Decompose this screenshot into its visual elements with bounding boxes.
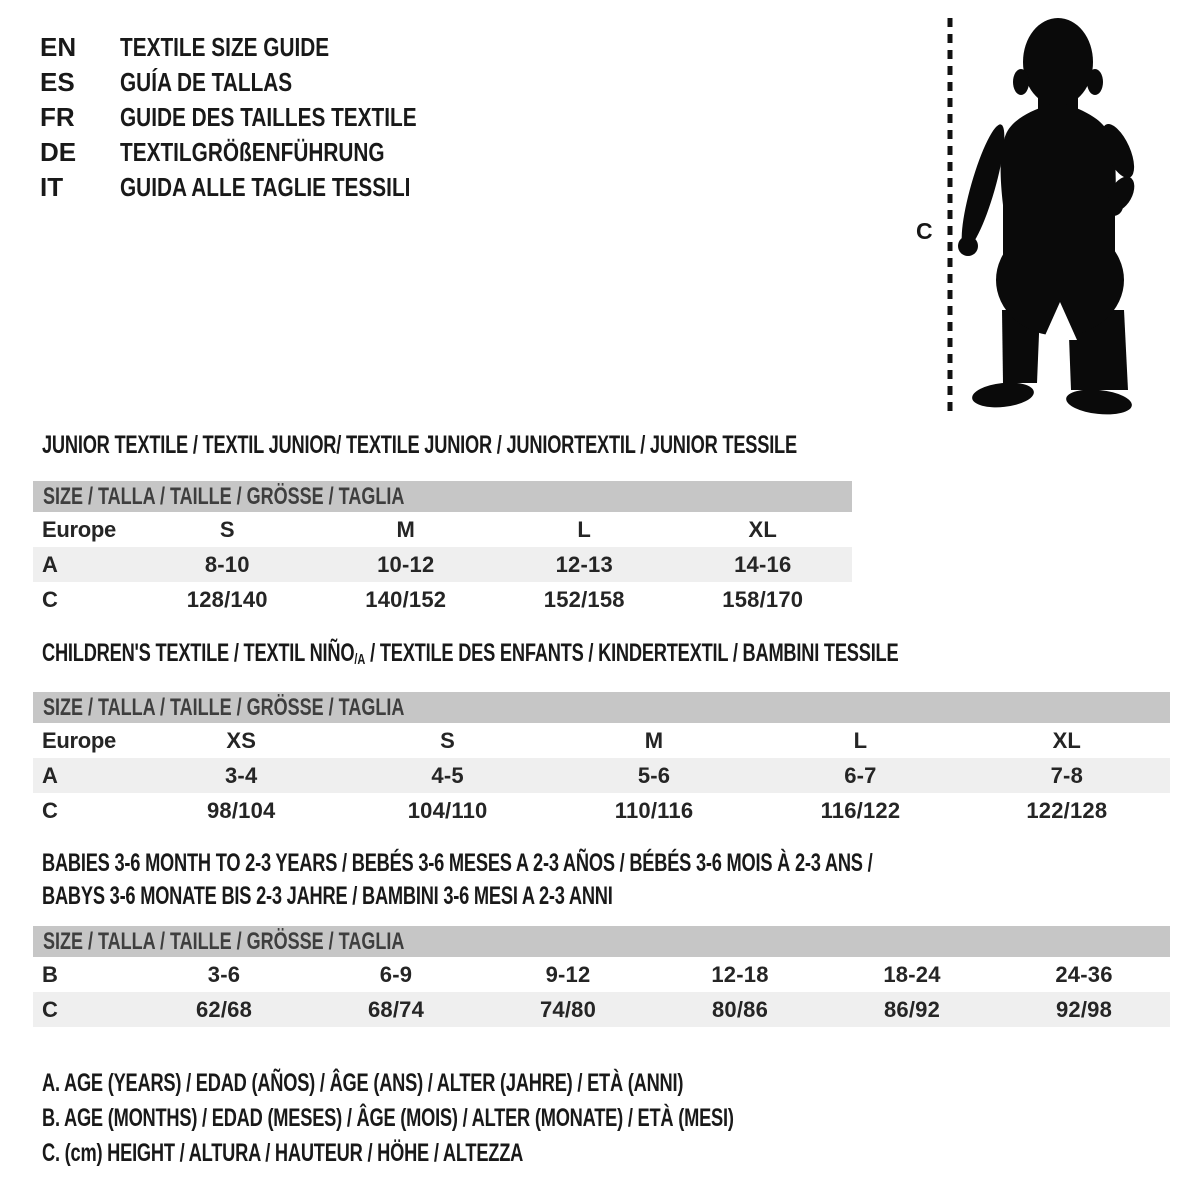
table-cell: 12-18 — [711, 962, 769, 987]
table-row — [33, 992, 1170, 1027]
junior-section-title: JUNIOR TEXTILE / TEXTIL JUNIOR/ TEXTILE JUNIOR / JUNIORTEXTIL / JUNIOR TESSILE — [42, 431, 797, 459]
language-code: ES — [40, 67, 75, 97]
table-cell: 104/110 — [407, 798, 488, 823]
junior-size-table — [33, 481, 852, 617]
table-cell: 128/140 — [186, 587, 268, 612]
language-code: DE — [40, 137, 77, 167]
table-cell: 74/80 — [539, 997, 597, 1022]
table-cell: 9-12 — [545, 962, 591, 987]
language-label: GUIDA ALLE TAGLIE TESSILI — [120, 172, 411, 202]
babies-section-title-line2: BABYS 3-6 MONATE BIS 2-3 JAHRE / BAMBINI 3-6 MESI A 2-3 ANNI — [42, 882, 613, 910]
table-cell: 92/98 — [1055, 997, 1113, 1022]
language-code: EN — [40, 32, 77, 62]
table-cell: 158/170 — [722, 587, 804, 612]
table-cell: 24-36 — [1055, 962, 1113, 987]
table-row — [33, 793, 1170, 828]
size-header-bar — [33, 692, 1170, 723]
table-cell: S — [219, 517, 235, 542]
language-label: TEXTILGRÖßENFÜHRUNG — [120, 137, 385, 167]
table-cell: 98/104 — [206, 798, 276, 823]
size-header-bar — [33, 481, 852, 512]
table-row — [33, 582, 852, 617]
table-cell: 8-10 — [204, 552, 250, 577]
legend-line-age-years: A. AGE (YEARS) / EDAD (AÑOS) / ÂGE (ANS) / ALTER (JAHRE) / ETÀ (ANNI) — [42, 1069, 684, 1097]
table-cell: 86/92 — [883, 997, 941, 1022]
table-cell: 122/128 — [1026, 798, 1108, 823]
table-cell: 6-9 — [379, 962, 413, 987]
row-label: Europe — [42, 728, 116, 753]
table-cell: 7-8 — [1050, 763, 1084, 788]
table-cell: 14-16 — [734, 552, 792, 577]
size-header-label: SIZE / TALLA / TAILLE / GRÖSSE / TAGLIA — [43, 694, 405, 721]
babies-size-table — [33, 926, 1170, 1027]
table-row — [33, 957, 1170, 992]
table-cell: 152/158 — [543, 587, 625, 612]
row-label: B — [42, 962, 58, 987]
table-cell: 62/68 — [195, 997, 253, 1022]
language-label: TEXTILE SIZE GUIDE — [120, 32, 330, 62]
row-label: C — [42, 997, 58, 1022]
table-cell: XS — [226, 728, 257, 753]
table-row — [33, 547, 852, 582]
language-row — [40, 68, 335, 96]
language-code: FR — [40, 102, 75, 132]
children-title-suffix: / TEXTILE DES ENFANTS / KINDERTEXTIL / BAMBINI TESSILE — [365, 639, 899, 667]
size-header-label: SIZE / TALLA / TAILLE / GRÖSSE / TAGLIA — [43, 928, 405, 955]
table-cell: L — [853, 728, 868, 753]
height-measure-label: C — [916, 218, 933, 244]
language-row — [40, 103, 491, 131]
table-cell: 68/74 — [367, 997, 425, 1022]
table-cell: 5-6 — [637, 763, 671, 788]
table-cell: 18-24 — [883, 962, 941, 987]
table-cell: 80/86 — [711, 997, 769, 1022]
table-row — [33, 512, 852, 547]
legend-line-height: C. (cm) HEIGHT / ALTURA / HAUTEUR / HÖHE / ALTEZZA — [42, 1139, 524, 1167]
row-label: Europe — [42, 517, 116, 542]
table-row — [33, 723, 1170, 758]
toddler-upper-body — [954, 18, 1141, 258]
language-label: GUÍA DE TALLAS — [120, 67, 293, 97]
table-cell: 116/122 — [820, 798, 901, 823]
size-header-label: SIZE / TALLA / TAILLE / GRÖSSE / TAGLIA — [43, 483, 405, 510]
row-label: A — [42, 763, 58, 788]
table-cell: XL — [1052, 728, 1082, 753]
legend-line-age-months: B. AGE (MONTHS) / EDAD (MESES) / ÂGE (MOIS) / ALTER (MONATE) / ETÀ (MESI) — [42, 1104, 734, 1132]
size-header-bar — [33, 926, 1170, 957]
table-cell: M — [396, 517, 416, 542]
table-cell: 110/116 — [614, 798, 694, 823]
table-cell: M — [644, 728, 664, 753]
row-label: C — [42, 798, 58, 823]
language-code: IT — [40, 172, 64, 202]
table-cell: 12-13 — [555, 552, 613, 577]
table-cell: S — [440, 728, 456, 753]
table-cell: 3-6 — [207, 962, 241, 987]
row-label: A — [42, 552, 58, 577]
children-title-subscript: /A — [354, 651, 366, 668]
language-label: GUIDE DES TAILLES TEXTILE — [120, 102, 417, 132]
table-cell: 10-12 — [377, 552, 435, 577]
language-row — [40, 173, 483, 201]
children-size-table — [33, 692, 1170, 828]
babies-section-title-line1: BABIES 3-6 MONTH TO 2-3 YEARS / BEBÉS 3-6 MESES A 2-3 AÑOS / BÉBÉS 3-6 MOIS À 2-3 ANS / — [42, 849, 873, 877]
row-label: C — [42, 587, 58, 612]
language-row — [40, 138, 451, 166]
table-cell: L — [577, 517, 592, 542]
language-row — [40, 33, 381, 61]
table-cell: 6-7 — [844, 763, 877, 788]
baby-silhouette-icon — [900, 10, 1160, 430]
table-cell: XL — [748, 517, 777, 542]
table-cell: 140/152 — [365, 587, 447, 612]
table-cell: 3-4 — [225, 763, 258, 788]
children-section-title — [42, 640, 898, 673]
table-row — [33, 758, 1170, 793]
table-cell: 4-5 — [431, 763, 464, 788]
children-title-prefix: CHILDREN'S TEXTILE / TEXTIL NIÑO — [42, 639, 355, 667]
